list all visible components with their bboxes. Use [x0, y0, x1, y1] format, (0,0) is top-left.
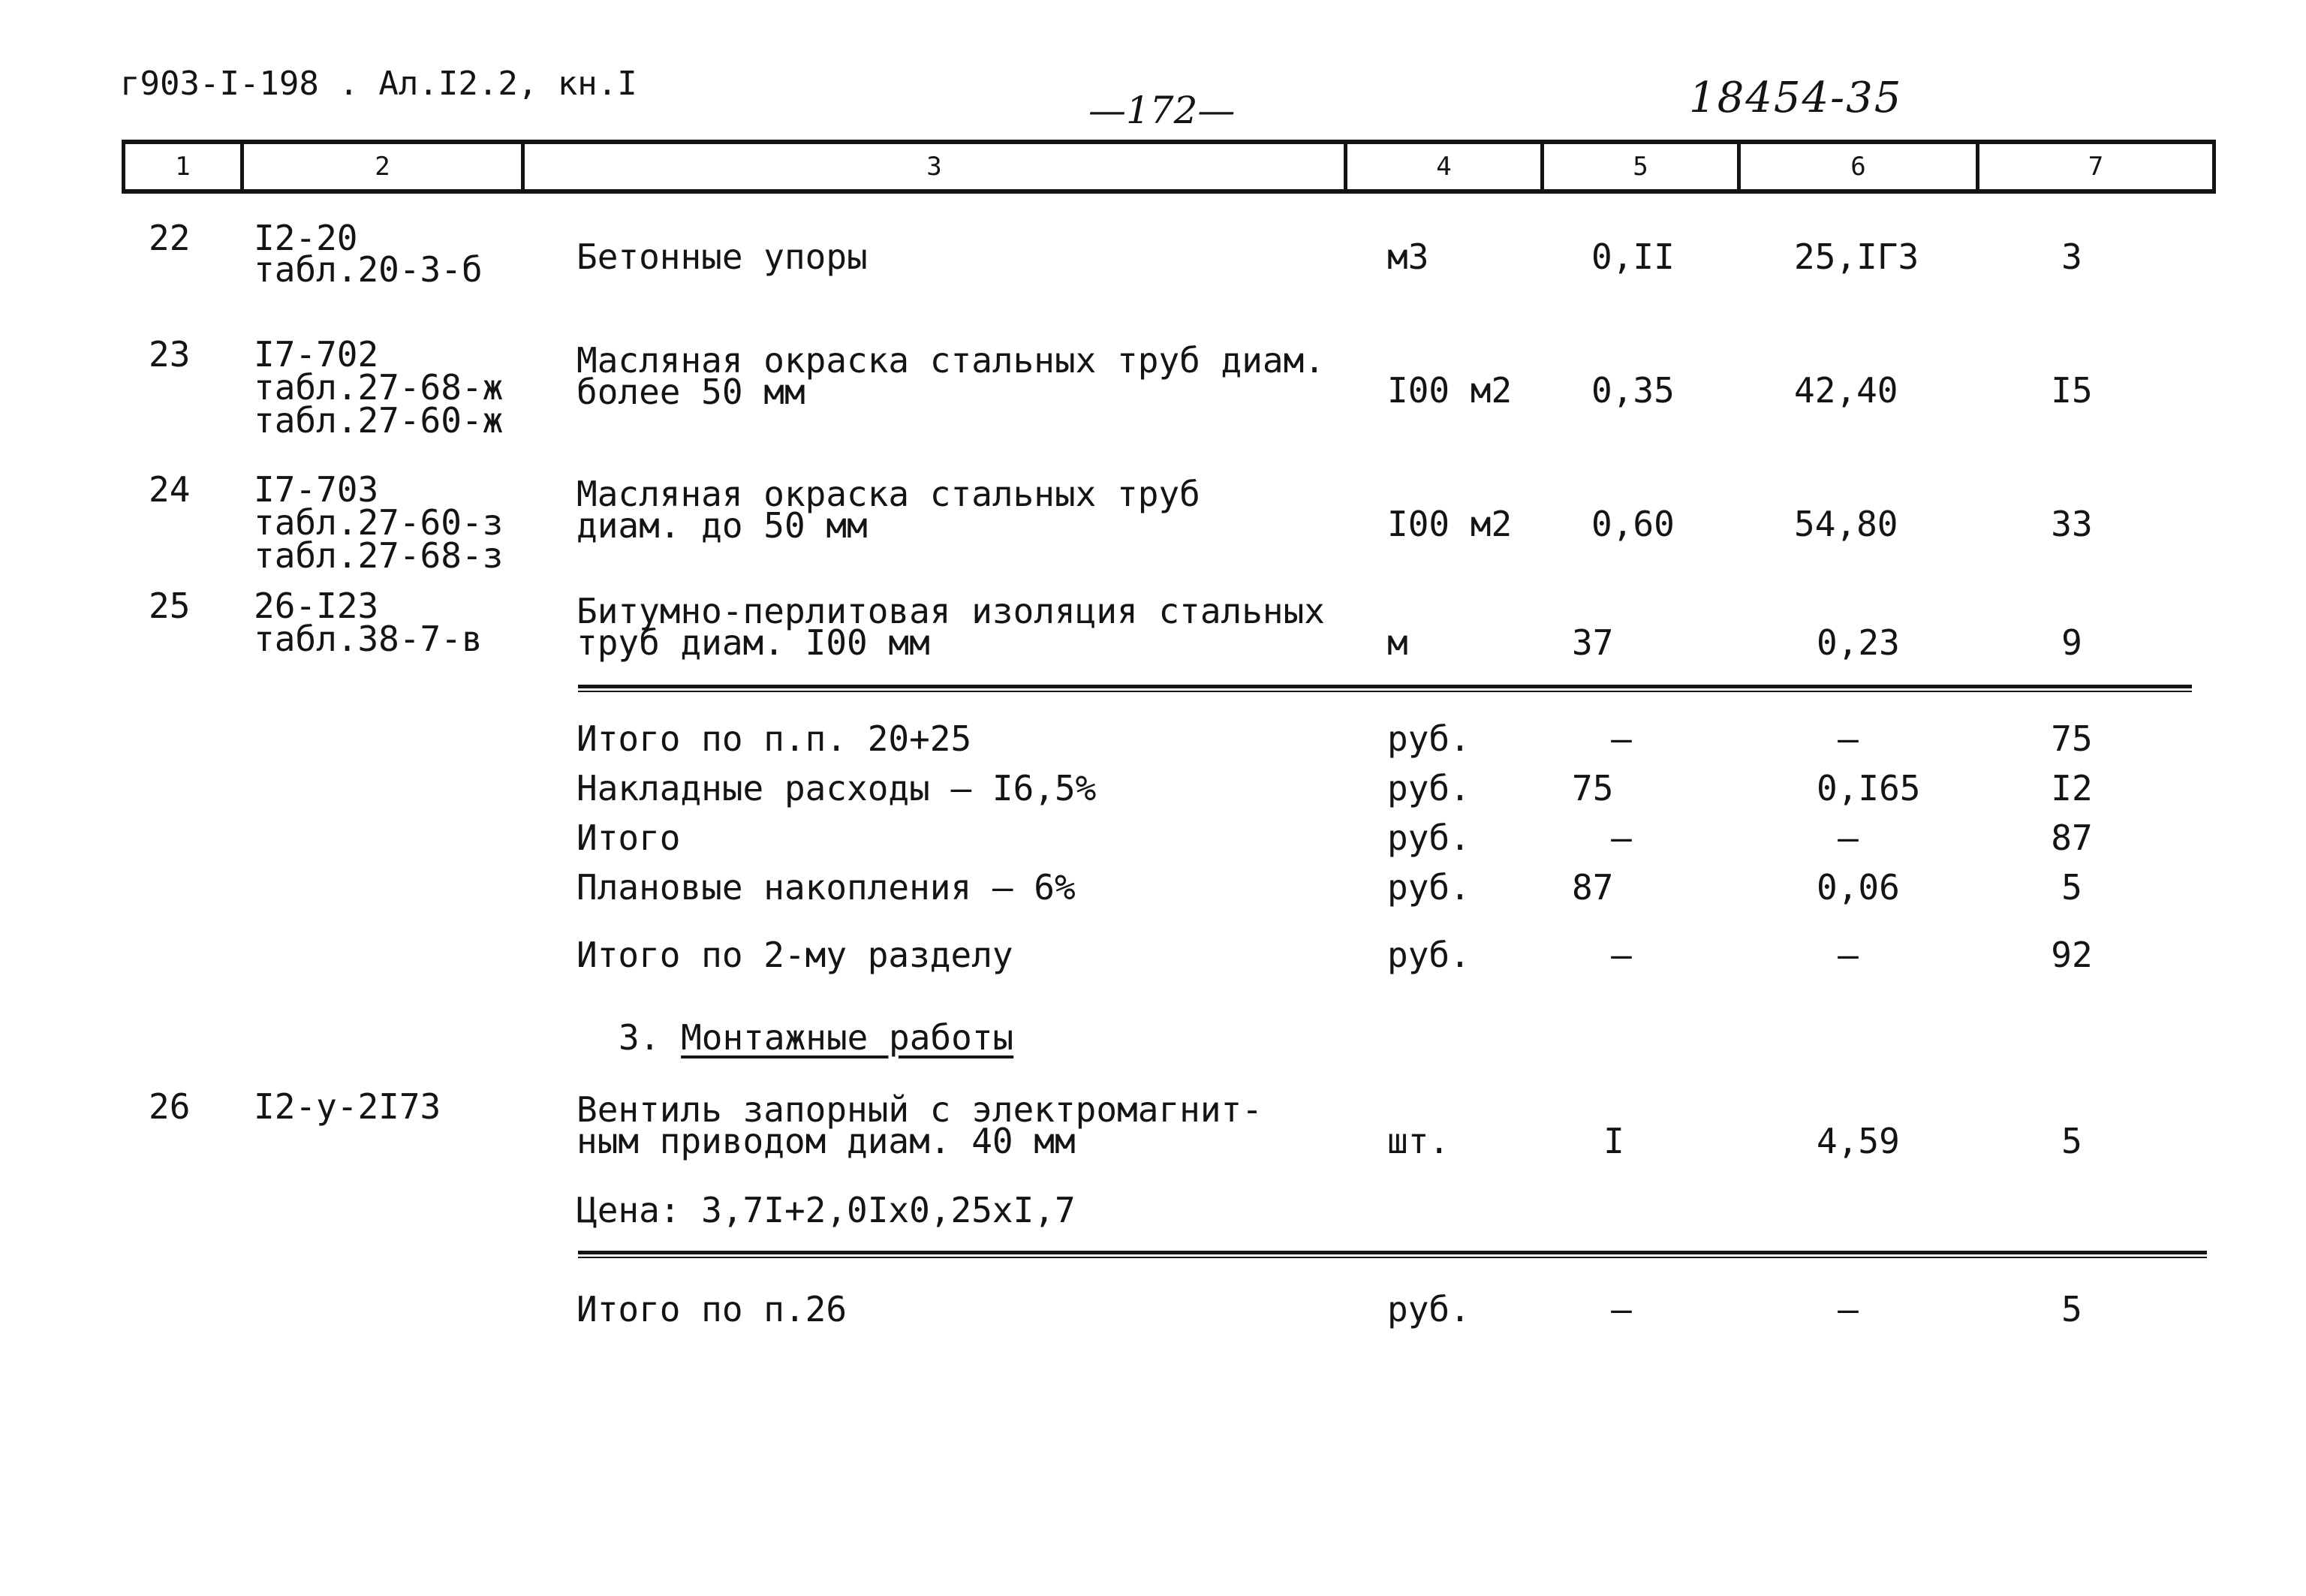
work-description: Масляная окраска стальных труб диам.	[576, 340, 1325, 381]
unit-price: 4,59	[1817, 1121, 1900, 1161]
summary-price: –	[1838, 935, 1859, 975]
column-header-7: 7	[2088, 152, 2104, 182]
column-header-1: 1	[175, 152, 191, 182]
summary-total: 75	[2051, 718, 2093, 759]
summary-label: Итого по 2-му разделу	[576, 935, 1013, 975]
summary-label: Итого	[576, 818, 681, 858]
summary-price: 0,06	[1817, 867, 1900, 908]
norm-code: табл.27-68-з	[254, 535, 504, 576]
total-cost: 33	[2051, 504, 2093, 544]
total-cost: 9	[2061, 622, 2082, 663]
unit: I00 м2	[1387, 504, 1513, 544]
total-cost: I5	[2051, 370, 2093, 411]
summary-qty: –	[1611, 818, 1632, 858]
summary-qty: –	[1611, 935, 1632, 975]
document-code: г903-I-198 . Ал.I2.2, кн.I	[120, 65, 637, 103]
norm-code: I7-703	[254, 469, 379, 510]
quantity: 37	[1572, 622, 1614, 663]
summary-qty: –	[1611, 718, 1632, 759]
unit: м	[1387, 622, 1408, 663]
work-description: Битумно-перлитовая изоляция стальных	[576, 591, 1325, 631]
summary-total: 5	[2061, 867, 2082, 908]
unit-price: 42,40	[1794, 370, 1898, 411]
work-description: диам. до 50 мм	[576, 505, 868, 546]
summary-total: 5	[2061, 1289, 2082, 1329]
separator-rule	[578, 1257, 2207, 1258]
summary-price: –	[1838, 718, 1859, 759]
archive-number: 18454-35	[1689, 74, 1903, 122]
separator-rule	[578, 685, 2192, 688]
work-description: труб диам. I00 мм	[576, 622, 930, 663]
summary-label: Итого по п.п. 20+25	[576, 718, 972, 759]
summary-label: Накладные расходы – I6,5%	[576, 768, 1097, 809]
row-number: 25	[149, 586, 191, 626]
column-header-2: 2	[375, 152, 390, 182]
norm-code: 26-I23	[254, 586, 379, 626]
column-header-3: 3	[926, 152, 942, 182]
unit-price: 25,IГ3	[1794, 236, 1919, 277]
work-description: Бетонные упоры	[576, 236, 868, 277]
separator-rule	[578, 1251, 2207, 1254]
quantity: I	[1603, 1121, 1624, 1161]
summary-unit: руб.	[1387, 867, 1471, 908]
summary-qty: –	[1611, 1289, 1632, 1329]
page-number: —172—	[1088, 89, 1236, 132]
row-number: 24	[149, 469, 191, 510]
norm-code: табл.27-68-ж	[254, 367, 504, 408]
quantity: 0,II	[1591, 236, 1675, 277]
norm-code: табл.20-3-б	[254, 249, 483, 290]
total-cost: 3	[2061, 236, 2082, 277]
unit: шт.	[1387, 1121, 1450, 1161]
summary-unit: руб.	[1387, 718, 1471, 759]
section-number: 3.	[619, 1017, 661, 1058]
summary-label: Плановые накопления – 6%	[576, 867, 1076, 908]
price-note: Цена: 3,7I+2,0Iх0,25хI,7	[576, 1190, 1076, 1230]
norm-code: табл.27-60-з	[254, 502, 504, 543]
norm-code: табл.38-7-в	[254, 619, 483, 659]
norm-code: I2-20	[254, 218, 358, 258]
total-cost: 5	[2061, 1121, 2082, 1161]
summary-unit: руб.	[1387, 768, 1471, 809]
column-header-6: 6	[1850, 152, 1866, 182]
separator-rule	[578, 691, 2192, 692]
row-number: 26	[149, 1086, 191, 1127]
norm-code: I2-у-2I73	[254, 1086, 441, 1127]
summary-qty: 87	[1572, 867, 1614, 908]
norm-code: I7-702	[254, 334, 379, 375]
summary-total: 87	[2051, 818, 2093, 858]
unit: I00 м2	[1387, 370, 1513, 411]
work-description: Вентиль запорный с электромагнит-	[576, 1089, 1263, 1130]
summary-qty: 75	[1572, 768, 1614, 809]
section-title: Монтажные работы	[681, 1017, 1014, 1058]
work-description: более 50 мм	[576, 372, 805, 412]
column-header-4: 4	[1436, 152, 1452, 182]
summary-price: 0,I65	[1817, 768, 1921, 809]
summary-unit: руб.	[1387, 818, 1471, 858]
row-number: 23	[149, 334, 191, 375]
header-divider	[2212, 140, 2216, 194]
work-description: ным приводом диам. 40 мм	[576, 1121, 1076, 1161]
summary-price: –	[1838, 1289, 1859, 1329]
summary-total: I2	[2051, 768, 2093, 809]
unit: м3	[1387, 236, 1429, 277]
summary-total: 92	[2051, 935, 2093, 975]
summary-label: Итого по п.26	[576, 1289, 847, 1329]
quantity: 0,35	[1591, 370, 1675, 411]
summary-unit: руб.	[1387, 935, 1471, 975]
work-description: Масляная окраска стальных труб	[576, 474, 1200, 514]
row-number: 22	[149, 218, 191, 258]
quantity: 0,60	[1591, 504, 1675, 544]
summary-price: –	[1838, 818, 1859, 858]
norm-code: табл.27-60-ж	[254, 400, 504, 441]
column-header-5: 5	[1633, 152, 1648, 182]
summary-unit: руб.	[1387, 1289, 1471, 1329]
unit-price: 0,23	[1817, 622, 1900, 663]
unit-price: 54,80	[1794, 504, 1898, 544]
section-heading	[619, 1017, 1014, 1058]
